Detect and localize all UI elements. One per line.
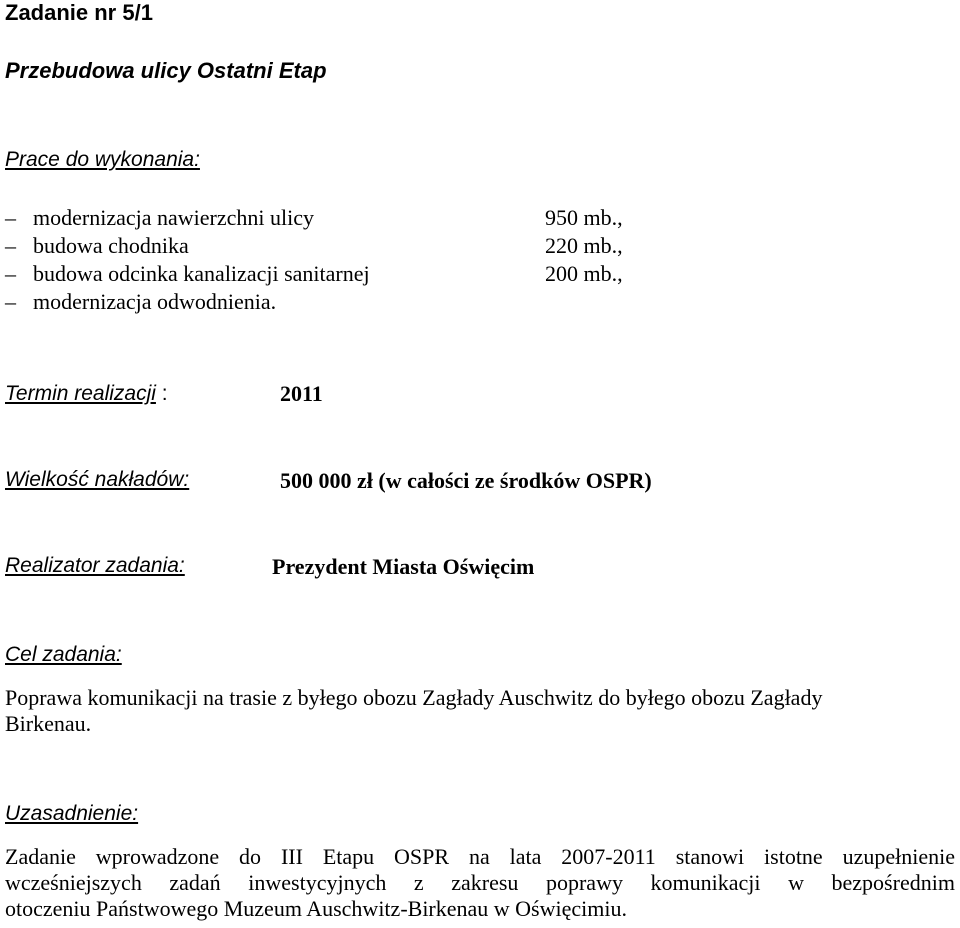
goal-paragraph — [5, 685, 955, 737]
list-dash: – — [5, 205, 16, 230]
work-description: modernizacja odwodnienia. — [33, 289, 277, 314]
work-quantity: 200 mb., — [545, 261, 623, 286]
justification-line-2-text-word: wcześniejszych — [5, 870, 142, 895]
justification-line-1-text-word: istotne — [764, 844, 823, 869]
justification-line-2 — [5, 870, 955, 896]
justification-line-1-text-word: na — [468, 844, 490, 869]
justification-line-1-text-word: lata — [509, 844, 542, 869]
justification-paragraph — [5, 844, 955, 922]
list-dash: – — [5, 261, 16, 286]
justification-line-2-text-word: bezpośrednim — [831, 870, 955, 895]
executor-label: Realizator zadania: — [5, 554, 185, 577]
justification-line-1-text-word: stanowi — [675, 844, 745, 869]
justification-line-1-text-word: do — [239, 844, 262, 869]
work-description: budowa chodnika — [33, 233, 189, 258]
justification-line-1 — [5, 844, 955, 870]
cost-value: 500 000 zł (w całości ze środków OSPR) — [280, 468, 652, 493]
justification-line-1-text-word: wprowadzone — [95, 844, 220, 869]
list-dash: – — [5, 289, 16, 314]
justification-line-2-text-word: komunikacji — [650, 870, 761, 895]
justification-line-3: otoczeniu Państwowego Muzeum Auschwitz-Birkenau w Oświęcimiu. — [5, 896, 627, 921]
justification-line-2-text-word: zadań — [169, 870, 221, 895]
goal-line-1: Poprawa komunikacji na trasie z byłego obozu Zagłady Auschwitz do byłego obozu Zagłady — [5, 685, 823, 710]
work-description: budowa odcinka kanalizacji sanitarnej — [33, 261, 370, 286]
justification-line-1-text-word: Etapu — [322, 844, 375, 869]
justification-line-2-text-word: zakresu — [451, 870, 519, 895]
justification-line-2-text-word: inwestycyjnych — [248, 870, 387, 895]
justification-line-1-text-word: uzupełnienie — [842, 844, 955, 869]
term-label: Termin realizacji — [5, 382, 156, 405]
term-colon: : — [155, 382, 168, 405]
project-title: Przebudowa ulicy Ostatni Etap — [5, 58, 327, 83]
term-row — [5, 380, 168, 407]
goal-label: Cel zadania: — [5, 643, 122, 666]
justification-label: Uzasadnienie: — [5, 802, 139, 825]
justification-line-1-text-word: 2007-2011 — [561, 844, 656, 869]
justification-line-2-text-word: w — [788, 870, 804, 895]
justification-line-1-text-word: OSPR — [394, 844, 450, 869]
justification-line-2-text-word: z — [413, 870, 424, 895]
justification-line-1-text-word: Zadanie — [5, 844, 76, 869]
cost-label: Wielkość nakładów: — [5, 468, 190, 491]
work-quantity: 220 mb., — [545, 233, 623, 258]
work-description: modernizacja nawierzchni ulicy — [33, 205, 314, 230]
term-value: 2011 — [280, 381, 323, 406]
justification-line-1-text-word: III — [280, 844, 303, 869]
executor-value: Prezydent Miasta Oświęcim — [272, 554, 535, 579]
works-section-label: Prace do wykonania: — [5, 148, 200, 171]
justification-line-2-text-word: poprawy — [545, 870, 623, 895]
list-dash: – — [5, 233, 16, 258]
work-quantity: 950 mb., — [545, 205, 623, 230]
goal-line-2: Birkenau. — [5, 711, 92, 736]
task-number-heading: Zadanie nr 5/1 — [5, 0, 153, 25]
